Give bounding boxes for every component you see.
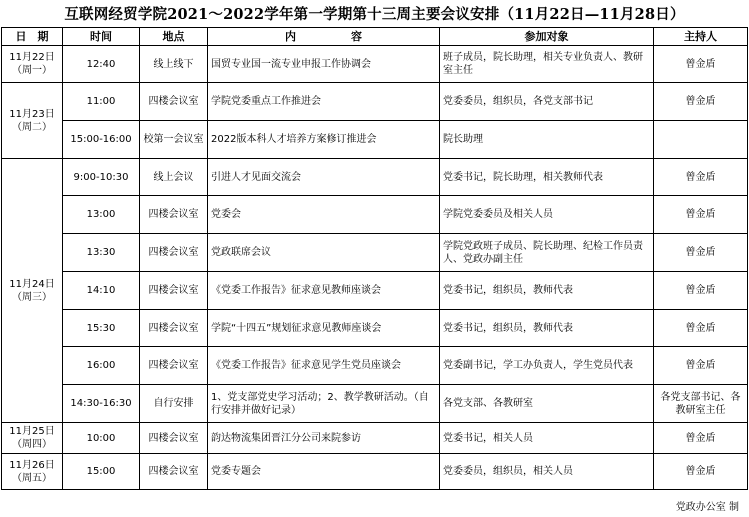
table-row	[2, 159, 748, 196]
content-cell: 党委专题会	[208, 454, 440, 490]
date-label: 11月22日	[9, 52, 55, 63]
attendees-cell: 学院党政班子成员、院长助理、纪检工作员责人、党政办副主任	[440, 234, 654, 272]
table-row	[2, 46, 748, 83]
host-cell: 曾金盾	[654, 454, 748, 490]
weekday-label: （周五）	[12, 472, 52, 484]
content-cell: 党政联席会议	[208, 234, 440, 272]
time-cell: 11:00	[63, 83, 140, 121]
time-cell: 13:30	[63, 234, 140, 272]
date-cell	[2, 83, 63, 159]
date-label: 11月26日	[9, 459, 55, 471]
schedule-table	[1, 27, 748, 490]
host-cell: 曾金盾	[654, 310, 748, 347]
place-cell: 四楼会议室	[140, 310, 208, 347]
table-row	[2, 347, 748, 385]
content-cell: 《党委工作报告》征求意见教师座谈会	[208, 272, 440, 310]
date-label: 11月24日	[9, 278, 55, 290]
time-cell: 14:10	[63, 272, 140, 310]
place-cell: 四楼会议室	[140, 272, 208, 310]
place-cell: 线上会议	[140, 159, 208, 196]
attendees-cell: 院长助理	[440, 121, 654, 159]
time-cell: 12:40	[63, 46, 140, 83]
attendees-cell: 党委书记，相关人员	[440, 423, 654, 454]
host-cell: 曾金盾	[654, 46, 748, 83]
place-cell: 四楼会议室	[140, 234, 208, 272]
attendees-cell: 班子成员，院长助理，相关专业负责人、教研室主任	[440, 46, 654, 83]
time-cell: 15:00-16:00	[63, 121, 140, 159]
host-cell: 曾金盾	[654, 272, 748, 310]
attendees-cell: 党委书记，院长助理，相关教师代表	[440, 159, 654, 196]
header-content: 内 容	[208, 28, 440, 46]
table-row	[2, 121, 748, 159]
time-cell: 15:30	[63, 310, 140, 347]
table-row	[2, 423, 748, 454]
attendees-cell: 党委委员，组织员，相关人员	[440, 454, 654, 490]
place-cell: 自行安排	[140, 385, 208, 423]
page-title: 互联网经贸学院2021～2022学年第一学期第十三周主要会议安排（11月22日—11月28日）	[64, 6, 685, 23]
content-cell: 《党委工作报告》征求意见学生党员座谈会	[208, 347, 440, 385]
content-cell: 学院党委重点工作推进会	[208, 83, 440, 121]
time-cell: 10:00	[63, 423, 140, 454]
attendees-cell: 学院党委委员及相关人员	[440, 196, 654, 234]
table-row	[2, 272, 748, 310]
table-row	[2, 310, 748, 347]
header-host: 主持人	[654, 28, 748, 46]
place-cell: 四楼会议室	[140, 196, 208, 234]
table-row	[2, 385, 748, 423]
table-row	[2, 234, 748, 272]
date-label: 11月25日	[9, 426, 55, 437]
time-cell: 16:00	[63, 347, 140, 385]
host-cell: 曾金盾	[654, 83, 748, 121]
table-row	[2, 196, 748, 234]
attendees-cell: 党委委员，组织员，各党支部书记	[440, 83, 654, 121]
place-cell: 四楼会议室	[140, 423, 208, 454]
table-row	[2, 83, 748, 121]
footer-credit: 党政办公室 制	[675, 502, 739, 513]
host-cell: 曾金盾	[654, 347, 748, 385]
header-place: 地点	[140, 28, 208, 46]
attendees-cell: 党委书记，组织员，教师代表	[440, 272, 654, 310]
place-cell: 四楼会议室	[140, 454, 208, 490]
weekday-label: （周四）	[12, 439, 52, 450]
header-row	[2, 28, 748, 46]
attendees-cell: 党委书记，组织员，教师代表	[440, 310, 654, 347]
place-cell: 校第一会议室	[140, 121, 208, 159]
content-cell: 1、党支部党史学习活动；2、教学教研活动。（自行安排并做好记录）	[208, 385, 440, 423]
attendees-cell: 党委副书记，学工办负责人，学生党员代表	[440, 347, 654, 385]
weekday-label: （周三）	[12, 291, 52, 303]
attendees-cell: 各党支部、各教研室	[440, 385, 654, 423]
host-cell: 曾金盾	[654, 423, 748, 454]
content-cell: 韵达物流集团晋江分公司来院参访	[208, 423, 440, 454]
weekday-label: （周二）	[12, 121, 52, 133]
content-cell: 引进人才见面交流会	[208, 159, 440, 196]
host-cell	[654, 121, 748, 159]
date-cell	[2, 46, 63, 83]
content-cell: 2022版本科人才培养方案修订推进会	[208, 121, 440, 159]
table-row	[2, 454, 748, 490]
time-cell: 15:00	[63, 454, 140, 490]
host-cell: 各党支部书记、各教研室主任	[654, 385, 748, 423]
host-cell: 曾金盾	[654, 159, 748, 196]
place-cell: 四楼会议室	[140, 83, 208, 121]
time-cell: 14:30-16:30	[63, 385, 140, 423]
host-cell: 曾金盾	[654, 196, 748, 234]
date-cell	[2, 454, 63, 490]
date-cell	[2, 423, 63, 454]
header-attendees: 参加对象	[440, 28, 654, 46]
content-cell: 国贸专业国一流专业申报工作协调会	[208, 46, 440, 83]
time-cell: 9:00-10:30	[63, 159, 140, 196]
host-cell: 曾金盾	[654, 234, 748, 272]
header-time: 时间	[63, 28, 140, 46]
date-label: 11月23日	[9, 108, 55, 120]
content-cell: 党委会	[208, 196, 440, 234]
header-date: 日 期	[2, 28, 63, 46]
weekday-label: （周一）	[12, 65, 52, 76]
time-cell: 13:00	[63, 196, 140, 234]
place-cell: 四楼会议室	[140, 347, 208, 385]
content-cell: 学院“十四五”规划征求意见教师座谈会	[208, 310, 440, 347]
place-cell: 线上线下	[140, 46, 208, 83]
date-cell	[2, 159, 63, 423]
